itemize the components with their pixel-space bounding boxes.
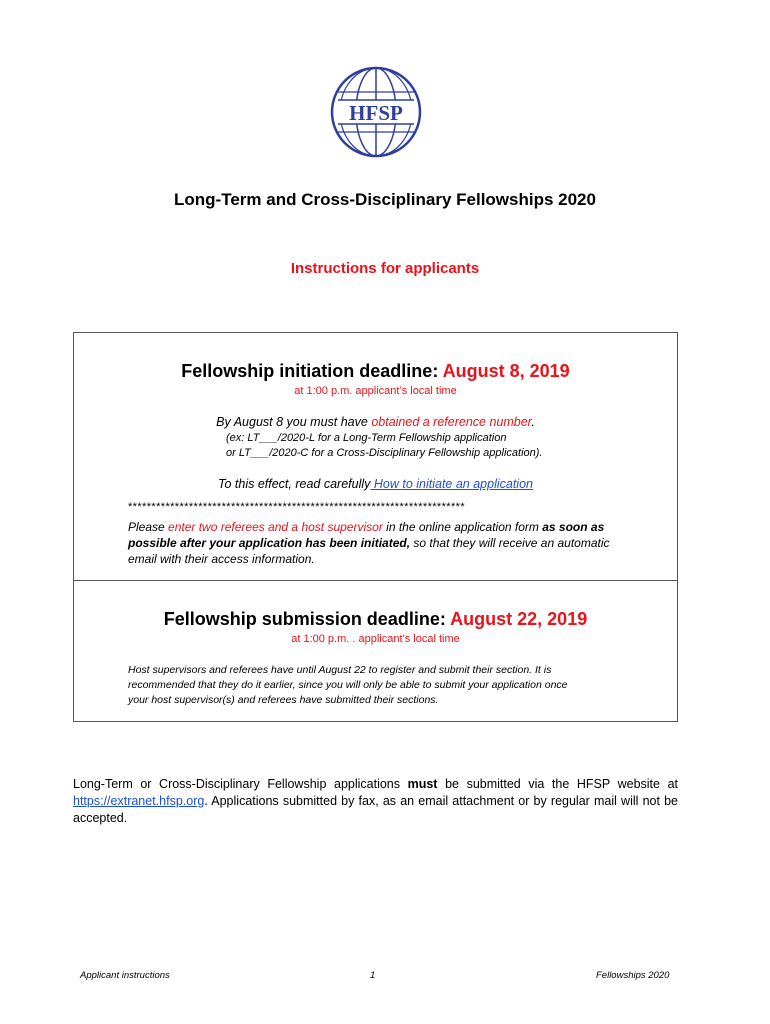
submission-deadline-box (73, 580, 678, 722)
separator-stars: ************************************************************************ (128, 501, 466, 513)
submission-deadline-heading: Fellowship submission deadline: August 22, 2019 (163, 609, 588, 629)
reference-number-line: By August 8 you must have obtained a reference number. (216, 415, 535, 429)
initiation-date: August 8, 2019 (442, 361, 570, 381)
submission-notice: Long-Term or Cross-Disciplinary Fellowship applications must be submitted via the HFSP website at https://extranet.hfsp.org. Applications submitted by fax, as an email attachment or by regular mail will not be accepted. (73, 777, 678, 825)
page-number: 1 (370, 970, 376, 981)
example-line-2: or LT___/2020-C for a Cross-Disciplinary Fellowship application). (226, 447, 543, 459)
read-carefully-line: To this effect, read carefully How to initiate an application (217, 477, 533, 491)
footer-right: Fellowships 2020 (596, 970, 670, 981)
extranet-link[interactable]: https://extranet.hfsp.org (73, 794, 205, 808)
initiation-deadline-box (73, 332, 678, 581)
logo-text: HFSP (349, 101, 403, 125)
document-title: Long-Term and Cross-Disciplinary Fellowships 2020 (174, 190, 596, 209)
submission-date: August 22, 2019 (450, 609, 588, 629)
referees-instruction: Please enter two referees and a host supervisor in the online application form as soon as possible after your application has been initiated, so that they will receive an automatic email with their access information. (128, 520, 610, 566)
submission-instructions: Host supervisors and referees have until August 22 to register and submit their section. It is recommended that they do it earlier, since you will only be able to submit your application once your host supervisor(s) and referees have submitted their sections. (128, 664, 568, 706)
initiation-time: at 1:00 p.m. applicant’s local time (294, 385, 457, 397)
submission-time: at 1:00 p.m. . applicant’s local time (291, 633, 460, 645)
how-to-initiate-link[interactable]: How to initiate an application (370, 477, 533, 491)
initiation-deadline-heading: Fellowship initiation deadline: August 8, 2019 (181, 361, 570, 381)
footer-left: Applicant instructions (80, 970, 170, 981)
hfsp-logo (330, 66, 422, 158)
example-line-1: (ex: LT___/2020-L for a Long-Term Fellowship application (226, 432, 507, 444)
document-subtitle: Instructions for applicants (290, 260, 480, 277)
